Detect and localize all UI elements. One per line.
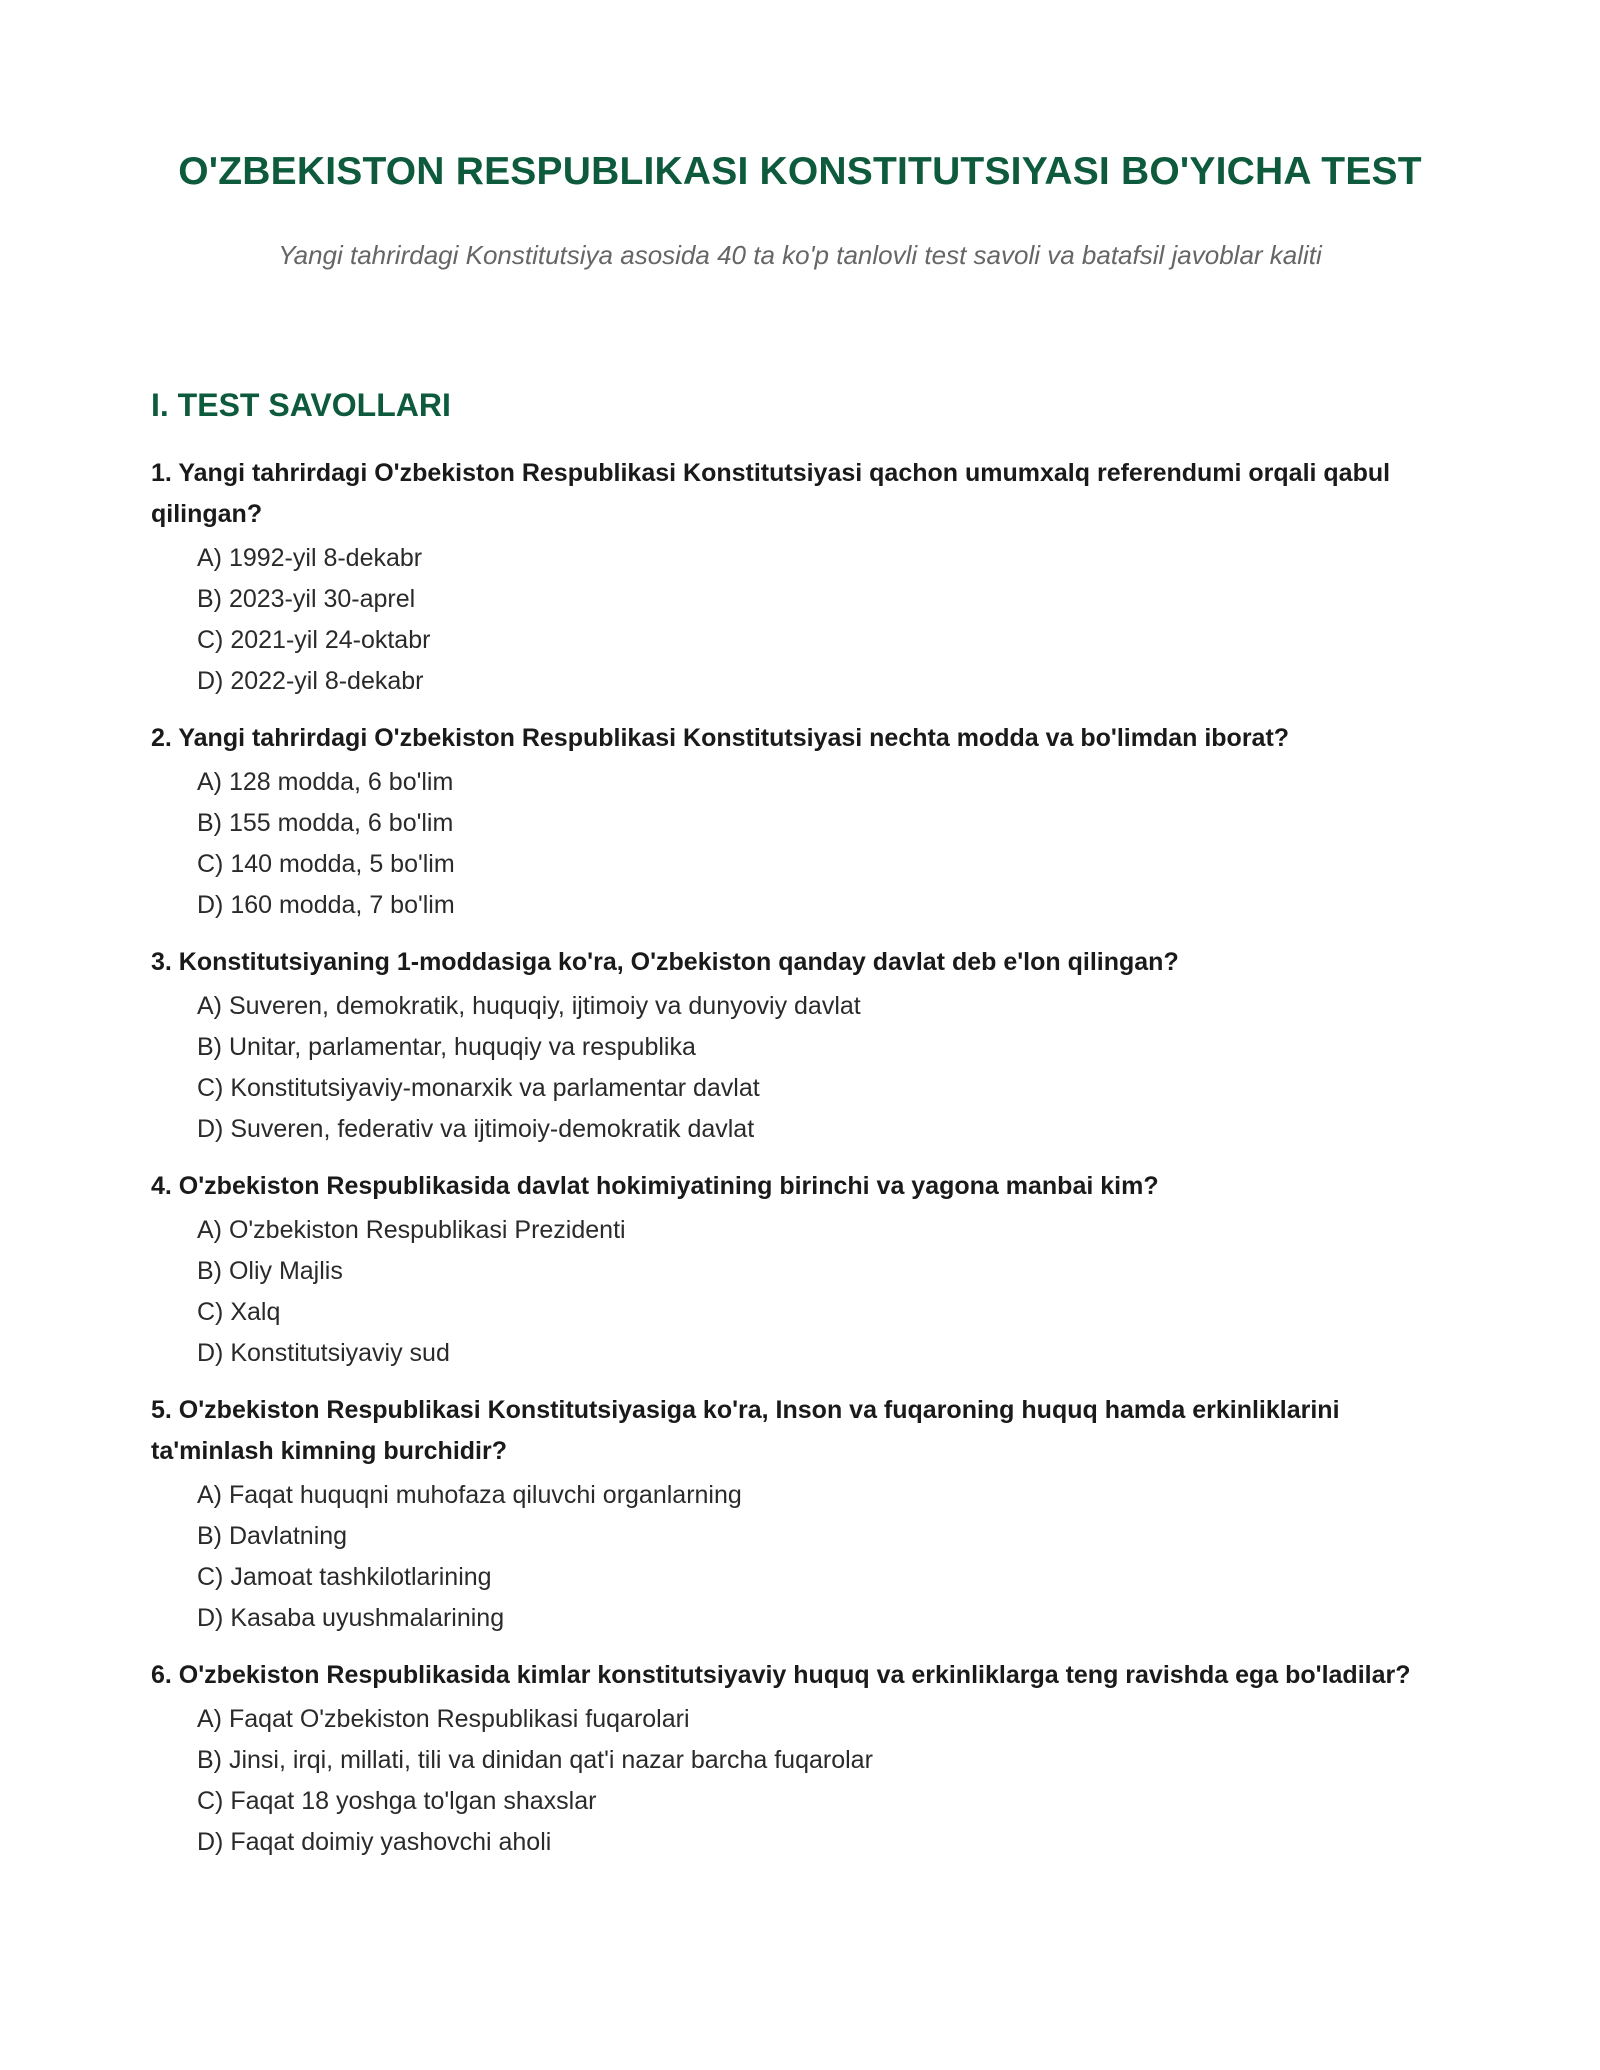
answer-option: C) 2021-yil 24-oktabr [197, 626, 431, 654]
answer-option: C) Konstitutsiyaviy-monarxik va parlamentar davlat [197, 1074, 760, 1102]
document-subtitle: Yangi tahrirdagi Konstitutsiya asosida 40 ta ko'p tanlovli test savoli va batafsil javoblar kaliti [278, 240, 1322, 270]
answer-option: A) Faqat O'zbekiston Respublikasi fuqarolari [197, 1705, 690, 1733]
answer-option: B) Davlatning [197, 1522, 348, 1550]
question-text: 1. Yangi tahrirdagi O'zbekiston Respublikasi Konstitutsiyasi qachon umumxalq referendumi orqali qabul qilingan? [151, 459, 1391, 528]
question-item [151, 718, 1451, 926]
document-title: O'ZBEKISTON RESPUBLIKASI KONSTITUTSIYASI BO'YICHA TEST [178, 150, 1422, 193]
section-heading: I. TEST SAVOLLARI [151, 387, 451, 423]
answer-option: D) 2022-yil 8-dekabr [197, 667, 424, 695]
answer-option: D) Faqat doimiy yashovchi aholi [197, 1828, 552, 1856]
question-item [151, 1390, 1451, 1639]
answer-option: B) 155 modda, 6 bo'lim [197, 809, 454, 837]
question-item [151, 1655, 1451, 1863]
answer-option: A) 128 modda, 6 bo'lim [197, 768, 454, 796]
answer-option: C) Jamoat tashkilotlarining [197, 1563, 492, 1591]
answer-option: D) 160 modda, 7 bo'lim [197, 891, 455, 919]
question-list [151, 453, 1451, 1879]
answer-option: A) Suveren, demokratik, huquqiy, ijtimoiy va dunyoviy davlat [197, 992, 861, 1020]
answer-option: B) Unitar, parlamentar, huquqiy va respublika [197, 1033, 696, 1061]
option-list [151, 986, 1451, 1150]
option-list [151, 1699, 1451, 1863]
answer-option: A) O'zbekiston Respublikasi Prezidenti [197, 1216, 626, 1244]
question-text: 2. Yangi tahrirdagi O'zbekiston Respublikasi Konstitutsiyasi nechta modda va bo'limdan iborat? [151, 724, 1290, 752]
option-list [151, 1475, 1451, 1639]
option-list [151, 1210, 1451, 1374]
answer-option: B) Jinsi, irqi, millati, tili va dinidan qat'i nazar barcha fuqarolar [197, 1746, 873, 1774]
answer-option: A) 1992-yil 8-dekabr [197, 544, 423, 572]
answer-option: A) Faqat huquqni muhofaza qiluvchi organlarning [197, 1481, 742, 1509]
question-item [151, 942, 1451, 1150]
option-list [151, 538, 1451, 702]
answer-option: B) 2023-yil 30-aprel [197, 585, 416, 613]
question-text: 6. O'zbekiston Respublikasida kimlar konstitutsiyaviy huquq va erkinliklarga teng ravishda ega bo'ladilar? [151, 1661, 1411, 1689]
question-text: 3. Konstitutsiyaning 1-moddasiga ko'ra, O'zbekiston qanday davlat deb e'lon qilingan? [151, 948, 1179, 976]
question-item [151, 453, 1451, 702]
question-text: 4. O'zbekiston Respublikasida davlat hokimiyatining birinchi va yagona manbai kim? [151, 1172, 1159, 1200]
answer-option: D) Konstitutsiyaviy sud [197, 1339, 450, 1367]
option-list [151, 762, 1451, 926]
answer-option: C) Xalq [197, 1298, 281, 1326]
answer-option: D) Kasaba uyushmalarining [197, 1604, 505, 1632]
answer-option: C) Faqat 18 yoshga to'lgan shaxslar [197, 1787, 597, 1815]
question-item [151, 1166, 1451, 1374]
question-text: 5. O'zbekiston Respublikasi Konstitutsiyasiga ko'ra, Inson va fuqaroning huquq hamda erkinliklarini ta'minlash kimning burchidir? [151, 1396, 1340, 1465]
answer-option: B) Oliy Majlis [197, 1257, 343, 1285]
answer-option: C) 140 modda, 5 bo'lim [197, 850, 455, 878]
answer-option: D) Suveren, federativ va ijtimoiy-demokratik davlat [197, 1115, 755, 1143]
